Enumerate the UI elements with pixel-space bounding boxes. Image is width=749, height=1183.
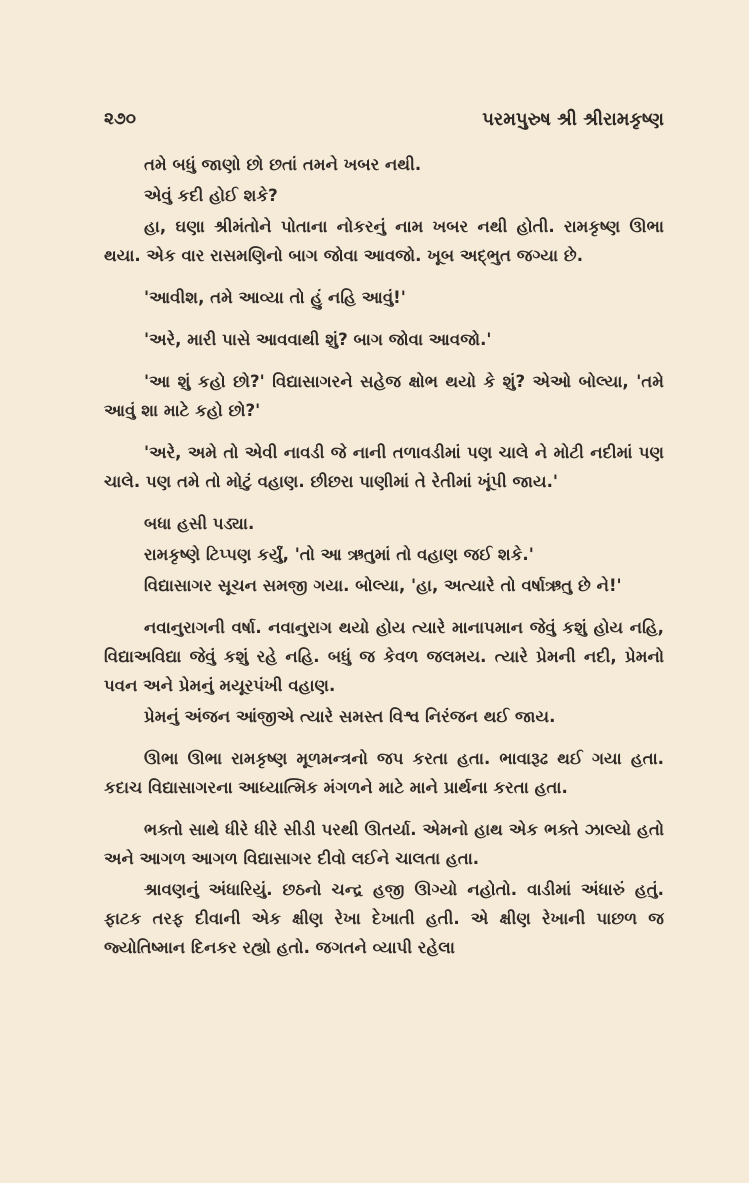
paragraph: 'આ શું કહો છો?' વિદ્યાસાગરને સહેજ ક્ષોભ થયો કે શું? એઓ બોલ્યા, 'તમે આવું શા માટે કહો છો?' (104, 372, 664, 420)
paragraph: નવાનુરાગની વર્ષા. નવાનુરાગ થયો હોય ત્યારે માનાપમાન જેવું કશું હોય નહિ, વિદ્યાઅવિદ્યા જેવું કશું રહે નહિ. બધું જ કેવળ જલમય. ત્યારે પ્રેમની નદી, પ્રેમનો પવન અને પ્રેમનું મયૂરપંખી વહાણ. (104, 618, 664, 695)
paragraph: પ્રેમનું અંજન આંજીએ ત્યારે સમસ્ત વિશ્વ નિરંજન થઈ જાય. (144, 707, 556, 726)
paragraph: હા, ઘણા શ્રીમંતોને પોતાના નોકરનું નામ ખબર નથી હોતી. રામકૃષ્ણ ઊભા થયા. એક વાર રાસમણિનો બાગ જોવા આવજો. ખૂબ અદ્ભુત જગ્યા છે. (104, 217, 664, 265)
page-header (104, 104, 664, 134)
paragraph: બધા હસી પડ્યા. (144, 514, 255, 533)
page-number: ૨૭૦ (104, 109, 137, 129)
paragraph: વિદ્યાસાગર સૂચન સમજી ગયા. બોલ્યા, 'હા, અત્યારે તો વર્ષાઋતુ છે ને!' (144, 576, 622, 595)
paragraph: 'અરે, અમે તો એવી નાવડી જે નાની તળાવડીમાં પણ ચાલે ને મોટી નદીમાં પણ ચાલે. પણ તમે તો મોટું વહાણ. છીછરા પાણીમાં તે રેતીમાં ખૂંપી જાય.' (104, 443, 664, 491)
paragraph: એવું કદી હોઈ શકે? (144, 186, 278, 205)
paragraph: ભક્તો સાથે ધીરે ધીરે સીડી પરથી ઊતર્યા. એમનો હાથ એક ભક્તે ઝાલ્યો હતો અને આગળ આગળ વિદ્યાસાગર દીવો લઈને ચાલતા હતા. (104, 820, 664, 868)
paragraph: રામકૃષ્ણે ટિપ્પણ કર્યું, 'તો આ ઋતુમાં તો વહાણ જઈ શકે.' (144, 545, 534, 564)
paragraph: 'અરે, મારી પાસે આવવાથી શું? બાગ જોવા આવજો.' (144, 330, 492, 349)
paragraph: તમે બધું જાણો છો છતાં તમને ખબર નથી. (144, 155, 422, 174)
paragraph: ઊભા ઊભા રામકૃષ્ણ મૂળમન્ત્રનો જપ કરતા હતા. ભાવારૂઢ થઈ ગયા હતા. કદાચ વિદ્યાસાગરના આધ્યાત્મિક મંગળને માટે માને પ્રાર્થના કરતા હતા. (104, 749, 664, 797)
body-text (104, 150, 664, 975)
running-title: પરમપુરુષ શ્રી શ્રીરામકૃષ્ણ (482, 108, 664, 130)
paragraph: શ્રાવણનું અંધારિયું. છઠનો ચન્દ્ર હજી ઊગ્યો નહોતો. વાડીમાં અંધારું હતું. ફાટક તરફ દીવાની એક ક્ષીણ રેખા દેખાતી હતી. એ ક્ષીણ રેખાની પાછળ જ જ્યોતિષ્માન દિનકર રહ્યો હતો. જગતને વ્યાપી રહેલા (104, 880, 664, 957)
paragraph: 'આવીશ, તમે આવ્યા તો હું નહિ આવું!' (144, 288, 406, 307)
